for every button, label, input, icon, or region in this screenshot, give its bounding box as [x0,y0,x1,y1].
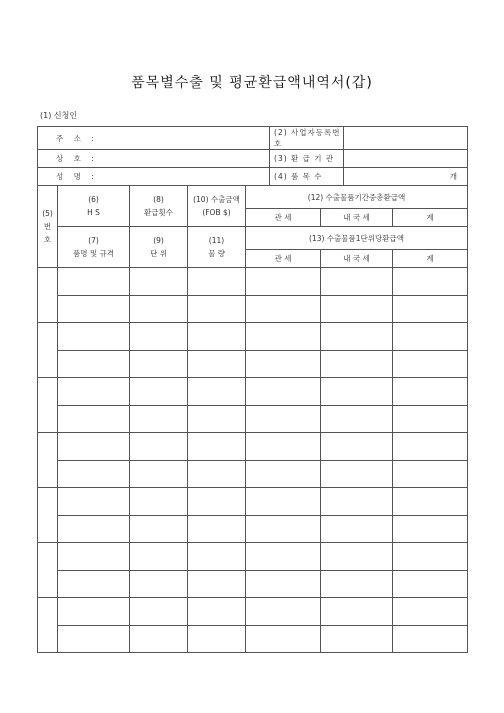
entry-cell[interactable] [321,516,393,543]
entry-cell[interactable] [321,323,393,351]
table-row [38,268,468,296]
entry-cell[interactable] [246,488,321,516]
table-row [38,323,468,351]
address-field[interactable]: 주 소 : [38,127,270,150]
name-field[interactable]: 성 명 : [38,168,270,186]
name-spec-num: (7) [88,236,99,245]
name-spec-header [58,227,130,268]
entry-cell[interactable] [58,626,130,653]
entry-cell[interactable] [58,433,130,461]
entry-cell[interactable] [58,461,130,488]
entry-cell[interactable] [58,488,130,516]
entry-rows [38,268,468,653]
header-row-3 [38,227,468,250]
entry-cell[interactable] [246,433,321,461]
entry-cell[interactable] [130,488,188,516]
entry-no-cell[interactable] [38,488,58,543]
entry-cell[interactable] [58,296,130,323]
table-row [38,598,468,626]
total-header-2: 계 [393,250,468,268]
entry-cell[interactable] [393,543,468,571]
table-row [38,571,468,598]
qty-num: (11) [208,236,225,245]
entry-cell[interactable] [321,296,393,323]
entry-cell[interactable] [188,461,246,488]
entry-cell[interactable] [246,571,321,598]
entry-cell[interactable] [130,351,188,378]
export-amount-label: (10) 수출금액 [193,195,240,204]
entry-cell[interactable] [58,268,130,296]
entry-cell[interactable] [393,516,468,543]
table-row [38,543,468,571]
hs-num: (6) [88,195,99,204]
customs-header-2: 관 세 [246,250,321,268]
entry-cell[interactable] [58,378,130,406]
entry-cell[interactable] [130,433,188,461]
export-amount-header [188,186,246,227]
entry-cell[interactable] [130,571,188,598]
entry-cell[interactable] [188,323,246,351]
entry-cell[interactable] [246,543,321,571]
item-count-label: (4) 품 목 수 [270,168,344,186]
name-row [38,168,468,186]
fob-label: (FOB $) [202,208,231,217]
total-header: 계 [393,209,468,227]
entry-cell[interactable] [58,516,130,543]
entry-cell[interactable] [188,433,246,461]
entry-cell[interactable] [188,351,246,378]
entry-cell[interactable] [188,543,246,571]
company-row [38,150,468,168]
table-row [38,378,468,406]
entry-cell[interactable] [130,626,188,653]
entry-cell[interactable] [188,626,246,653]
entry-cell[interactable] [130,406,188,433]
entry-cell[interactable] [130,268,188,296]
entry-cell[interactable] [58,598,130,626]
hs-header [58,186,130,227]
item-count-field[interactable]: 개 [344,168,468,186]
section-label: (1) 신청인 [40,111,78,120]
entry-cell[interactable] [58,323,130,351]
entry-cell[interactable] [130,323,188,351]
entry-cell[interactable] [246,461,321,488]
entry-cell[interactable] [246,598,321,626]
entry-cell[interactable] [246,626,321,653]
entry-cell[interactable] [393,488,468,516]
domestic-tax-header: 내 국 세 [321,209,393,227]
entry-cell[interactable] [393,598,468,626]
entry-no-cell[interactable] [38,378,58,433]
entry-cell[interactable] [393,571,468,598]
header-row-1 [38,186,468,209]
entry-no-cell[interactable] [38,543,58,598]
entry-cell[interactable] [130,598,188,626]
entry-cell[interactable] [246,296,321,323]
entry-cell[interactable] [246,268,321,296]
entry-cell[interactable] [188,571,246,598]
entry-cell[interactable] [321,626,393,653]
entry-cell[interactable] [188,598,246,626]
unit-label: 단 위 [150,249,167,258]
entry-cell[interactable] [130,516,188,543]
entry-cell[interactable] [321,543,393,571]
unit-num: (9) [153,236,164,245]
table-row [38,488,468,516]
entry-cell[interactable] [393,626,468,653]
domestic-tax-header-2: 내 국 세 [321,250,393,268]
entry-cell[interactable] [321,351,393,378]
entry-no-cell[interactable] [38,323,58,378]
entry-cell[interactable] [321,461,393,488]
no-header: (5) 번 호 [38,186,58,268]
entry-cell[interactable] [393,296,468,323]
entry-cell[interactable] [188,268,246,296]
hs-label: H S [87,208,100,217]
refund-count-num: (8) [153,195,164,204]
entry-cell[interactable] [58,406,130,433]
entry-cell[interactable] [246,406,321,433]
entry-no-cell[interactable] [38,268,58,323]
entry-cell[interactable] [130,543,188,571]
business-no-field[interactable] [344,127,468,150]
entry-cell[interactable] [321,598,393,626]
name-spec-label: 품명 및 규격 [73,249,114,258]
entry-cell[interactable] [393,378,468,406]
table-row [38,406,468,433]
company-field[interactable]: 상 호 : [38,150,270,168]
entry-cell[interactable] [321,268,393,296]
qty-label: 물 량 [208,249,225,258]
entry-cell[interactable] [130,461,188,488]
entry-cell[interactable] [246,351,321,378]
refund-form-table [37,126,468,653]
entry-cell[interactable] [246,516,321,543]
entry-cell[interactable] [246,323,321,351]
entry-no-cell[interactable] [38,598,58,653]
entry-cell[interactable] [393,268,468,296]
table-row [38,461,468,488]
table-row [38,516,468,543]
entry-cell[interactable] [321,433,393,461]
entry-cell[interactable] [246,378,321,406]
address-row [38,127,468,150]
entry-cell[interactable] [321,378,393,406]
refund-count-label: 환급횟수 [144,208,173,217]
refund-agency-field[interactable] [344,150,468,168]
entry-cell[interactable] [393,323,468,351]
entry-cell[interactable] [188,516,246,543]
entry-cell[interactable] [393,406,468,433]
refund-agency-label: (3) 환 급 기 관 [270,150,344,168]
entry-cell[interactable] [58,571,130,598]
entry-cell[interactable] [393,433,468,461]
entry-cell[interactable] [188,296,246,323]
table-row [38,433,468,461]
entry-no-cell[interactable] [38,433,58,488]
unit-header [130,227,188,268]
qty-header [188,227,246,268]
entry-cell[interactable] [321,488,393,516]
table-row [38,296,468,323]
entry-cell[interactable] [58,543,130,571]
page-title: 품목별수출 및 평균환급액내역서(갑) [131,75,373,91]
refund-count-header [130,186,188,227]
customs-header: 관 세 [246,209,321,227]
entry-cell[interactable] [58,351,130,378]
unit-refund-header: (13) 수출물품1단위당환급액 [246,227,468,250]
entry-cell[interactable] [393,461,468,488]
entry-cell[interactable] [188,406,246,433]
entry-cell[interactable] [321,571,393,598]
entry-cell[interactable] [321,406,393,433]
entry-cell[interactable] [130,296,188,323]
table-row [38,626,468,653]
entry-cell[interactable] [188,488,246,516]
entry-cell[interactable] [188,378,246,406]
total-refund-header: (12) 수출물품기간중총환급액 [246,186,468,209]
table-row [38,351,468,378]
entry-cell[interactable] [393,351,468,378]
entry-cell[interactable] [130,378,188,406]
business-no-label: (2) 사업자등록번호 [270,127,344,150]
